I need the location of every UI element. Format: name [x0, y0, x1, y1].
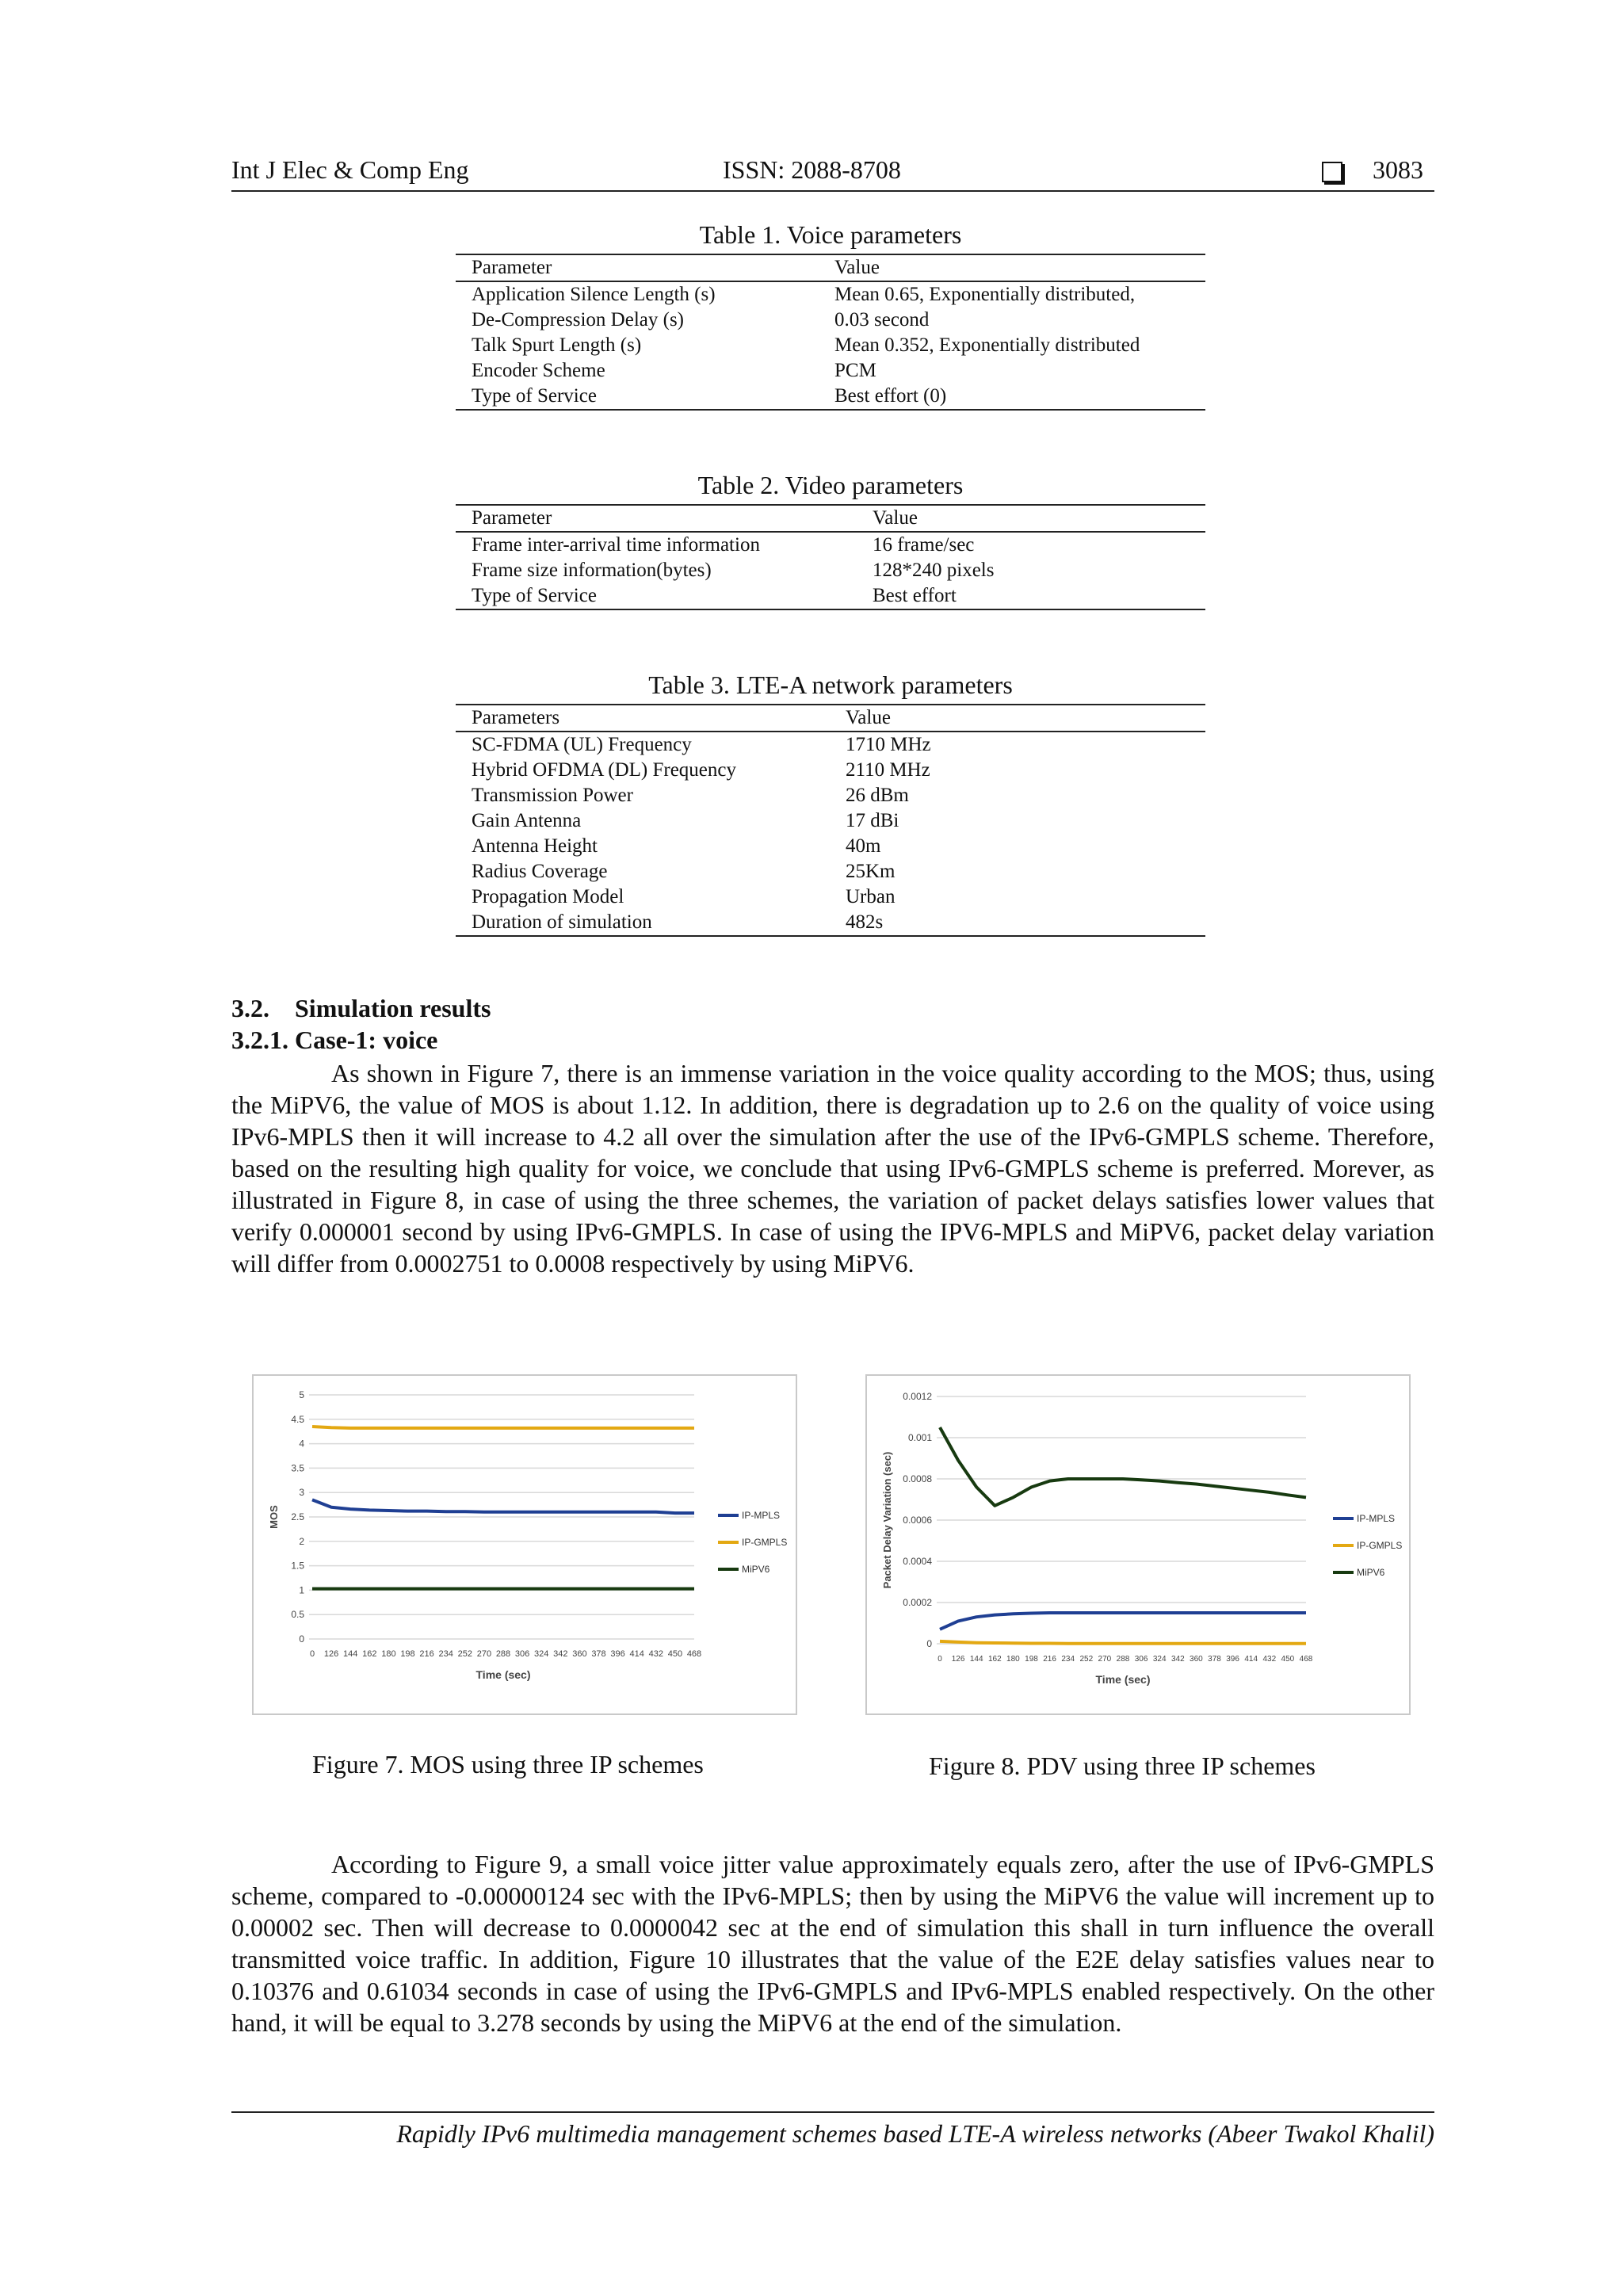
- table2-caption: Table 2. Video parameters: [697, 471, 964, 499]
- x-tick-label: 450: [1281, 1655, 1295, 1664]
- table-cell: Propagation Model: [472, 886, 624, 907]
- y-axis-label: Packet Delay Variation (sec): [881, 1451, 893, 1589]
- legend-label: IP-MPLS: [742, 1510, 781, 1521]
- x-tick-label: 306: [514, 1649, 530, 1659]
- table-row: [456, 910, 1205, 936]
- x-tick-label: 252: [1079, 1655, 1094, 1664]
- x-tick-label: 162: [987, 1655, 1002, 1664]
- table-cell: Mean 0.352, Exponentially distributed: [834, 334, 1140, 356]
- x-tick-label: 198: [1025, 1655, 1038, 1664]
- x-tick-label: 414: [629, 1649, 644, 1659]
- table-cell: Application Silence Length (s): [472, 284, 716, 305]
- x-tick-label: 468: [1299, 1655, 1313, 1664]
- table-cell: Best effort (0): [819, 384, 1205, 410]
- table-cell: Frame inter-arrival time information: [472, 534, 760, 556]
- x-tick-label: 216: [419, 1649, 434, 1659]
- table-cell: 2110 MHz: [846, 759, 930, 781]
- y-axis-label: MOS: [268, 1505, 280, 1529]
- figure-8-caption: Figure 8. PDV using three IP schemes: [929, 1752, 1316, 1780]
- table1-col-parameter: Parameter: [456, 254, 819, 281]
- series-line-ip-mpls: [312, 1499, 694, 1513]
- table-cell: Transmission Power: [472, 785, 633, 806]
- x-tick-label: 342: [1170, 1655, 1185, 1664]
- table-row: [456, 758, 1205, 783]
- series-line-ip-gmpls: [940, 1641, 1306, 1644]
- x-tick-label: 162: [362, 1649, 377, 1659]
- x-tick-label: 126: [323, 1649, 339, 1659]
- series-line-mipv6: [940, 1427, 1306, 1506]
- mos-chart-svg: [254, 1376, 796, 1713]
- table-row: [456, 333, 1205, 358]
- table-cell: 16 frame/sec: [873, 534, 975, 556]
- table-cell: PCM: [834, 360, 876, 381]
- table-cell: Type of Service: [456, 384, 819, 410]
- table-cell: Gain Antenna: [472, 810, 582, 831]
- x-tick-label: 270: [1098, 1655, 1112, 1664]
- video-parameters-table: [456, 504, 1205, 610]
- table-cell: 26 dBm: [846, 785, 909, 806]
- table1-caption: Table 1. Voice parameters: [699, 220, 962, 249]
- table-row: [456, 834, 1205, 859]
- table-row: [456, 859, 1205, 884]
- x-tick-label: 180: [381, 1649, 396, 1659]
- x-tick-label: 216: [1043, 1655, 1056, 1664]
- table-row: [456, 583, 1205, 609]
- table3-col-value: Value: [830, 705, 1205, 732]
- figure-7-mos-chart: [252, 1374, 797, 1715]
- table-cell: Type of Service: [456, 583, 857, 609]
- series-line-ip-gmpls: [312, 1427, 694, 1428]
- running-header: [231, 155, 1434, 192]
- square-icon: [1322, 162, 1342, 182]
- table-row: [456, 783, 1205, 808]
- table-row: [456, 732, 1205, 758]
- x-tick-label: 396: [610, 1649, 625, 1659]
- x-tick-label: 144: [969, 1655, 983, 1664]
- series-line-ip-mpls: [940, 1613, 1306, 1629]
- table-row: [456, 358, 1205, 384]
- x-tick-label: 432: [648, 1649, 663, 1659]
- x-tick-label: 144: [343, 1649, 358, 1659]
- table-cell: Urban: [846, 886, 896, 907]
- x-tick-label: 450: [667, 1649, 683, 1659]
- table-row: [456, 884, 1205, 910]
- table-cell: 128*240 pixels: [873, 560, 995, 581]
- y-tick-label: 0.5: [291, 1609, 304, 1621]
- x-tick-label: 288: [1116, 1655, 1130, 1664]
- table-cell: Talk Spurt Length (s): [472, 334, 642, 356]
- table-cell: 40m: [846, 835, 881, 857]
- x-axis-label: Time (sec): [475, 1668, 531, 1681]
- x-tick-label: 126: [951, 1655, 965, 1664]
- table-cell: 1710 MHz: [846, 734, 931, 755]
- legend-label: IP-GMPLS: [742, 1537, 788, 1548]
- subsection-heading: 3.2.1. Case-1: voice: [231, 1026, 438, 1054]
- x-tick-label: 468: [686, 1649, 702, 1659]
- legend-label: IP-GMPLS: [1357, 1540, 1403, 1551]
- y-tick-label: 4: [299, 1438, 304, 1450]
- page-number: 3083: [1373, 155, 1423, 184]
- y-tick-label: 3: [299, 1487, 304, 1499]
- running-footer: Rapidly IPv6 multimedia management schemes based LTE-A wireless networks (Abeer Twakol Khalil): [231, 2111, 1434, 2149]
- x-tick-label: 198: [400, 1649, 415, 1659]
- x-tick-label: 0: [938, 1655, 942, 1664]
- legend-label: IP-MPLS: [1357, 1513, 1396, 1524]
- table3-caption: Table 3. LTE-A network parameters: [648, 670, 1013, 699]
- table2-col-parameter: Parameter: [456, 505, 857, 532]
- x-tick-label: 360: [1190, 1655, 1203, 1664]
- issn: ISSN: 2088-8708: [723, 155, 901, 184]
- table-cell: 0.03 second: [834, 309, 930, 330]
- x-tick-label: 234: [438, 1649, 453, 1659]
- x-tick-label: 234: [1061, 1655, 1075, 1664]
- x-tick-label: 324: [1152, 1655, 1167, 1664]
- x-tick-label: 378: [591, 1649, 606, 1659]
- legend-label: MiPV6: [742, 1564, 770, 1575]
- x-tick-label: 306: [1134, 1655, 1148, 1664]
- y-tick-label: 0: [299, 1633, 304, 1645]
- table-cell: Duration of simulation: [456, 910, 830, 936]
- table-row: [456, 308, 1205, 333]
- table-cell: Hybrid OFDMA (DL) Frequency: [472, 759, 736, 781]
- legend-label: MiPV6: [1357, 1567, 1385, 1578]
- x-tick-label: 396: [1226, 1655, 1239, 1664]
- x-tick-label: 180: [1006, 1655, 1020, 1664]
- table-cell: 17 dBi: [846, 810, 899, 831]
- table-cell: Radius Coverage: [472, 861, 608, 882]
- x-axis-label: Time (sec): [1095, 1673, 1151, 1686]
- figure-8-pdv-chart: [865, 1374, 1411, 1715]
- body-paragraph-2: [231, 1848, 1434, 2038]
- journal-name: Int J Elec & Comp Eng: [231, 155, 469, 184]
- x-tick-label: 432: [1262, 1655, 1277, 1664]
- table-cell: Encoder Scheme: [472, 360, 605, 381]
- y-tick-label: 1: [299, 1584, 304, 1596]
- table-row: [456, 384, 1205, 410]
- x-tick-label: 0: [309, 1649, 315, 1659]
- x-tick-label: 360: [572, 1649, 587, 1659]
- y-tick-label: 0.001: [907, 1432, 932, 1443]
- y-tick-label: 0.0008: [903, 1473, 932, 1484]
- y-tick-label: 0.0006: [903, 1515, 932, 1526]
- table-row: [456, 808, 1205, 834]
- x-tick-label: 288: [495, 1649, 511, 1659]
- paragraph-text: According to Figure 9, a small voice jitter value approximately equals zero, after the use of IPv6-GMPLS scheme, compared to -0.00000124 sec with the IPv6-MPLS; then by using the MiPV6 the value will increment up to 0.00002 sec. Then will decrease to 0.0000042 sec at the end of simulation this shall in turn influence the overall transmitted voice traffic. In addition, Figure 10 illustrates that the value of the E2E delay satisfies values near to 0.10376 and 0.61034 seconds in case of using the IPv6-GMPLS and IPv6-MPLS enabled respectively. On the other hand, it will be equal to 3.278 seconds by using the MiPV6 at the end of the simulation.: [231, 1850, 1434, 2037]
- x-tick-label: 270: [476, 1649, 492, 1659]
- y-tick-label: 0.0012: [903, 1391, 932, 1402]
- table-row: [456, 532, 1205, 558]
- table-cell: SC-FDMA (UL) Frequency: [472, 734, 692, 755]
- figure-7-caption: Figure 7. MOS using three IP schemes: [312, 1750, 704, 1778]
- table2-col-value: Value: [857, 505, 1205, 532]
- y-tick-label: 2.5: [291, 1511, 304, 1522]
- table-cell: De-Compression Delay (s): [472, 309, 684, 330]
- table-cell: 482s: [830, 910, 1205, 936]
- pdv-chart-svg: [867, 1376, 1409, 1713]
- table-cell: Antenna Height: [472, 835, 598, 857]
- y-tick-label: 1.5: [291, 1560, 304, 1572]
- y-tick-label: 0.0004: [903, 1556, 932, 1567]
- x-tick-label: 378: [1208, 1655, 1221, 1664]
- x-tick-label: 252: [457, 1649, 472, 1659]
- y-tick-label: 0.0002: [903, 1597, 932, 1608]
- table-row: [456, 281, 1205, 308]
- table3-col-parameter: Parameters: [456, 705, 830, 732]
- y-tick-label: 4.5: [291, 1413, 304, 1425]
- y-tick-label: 0: [926, 1638, 932, 1649]
- table1-col-value: Value: [819, 254, 1205, 281]
- lte-network-parameters-table: [456, 704, 1205, 937]
- y-tick-label: 2: [299, 1535, 304, 1547]
- y-tick-label: 3.5: [291, 1462, 304, 1474]
- table-cell: 25Km: [846, 861, 896, 882]
- table-cell: Frame size information(bytes): [472, 560, 712, 581]
- x-tick-label: 342: [553, 1649, 568, 1659]
- x-tick-label: 414: [1244, 1655, 1258, 1664]
- voice-parameters-table: [456, 254, 1205, 411]
- section-heading: 3.2. Simulation results: [231, 994, 491, 1022]
- table-cell: Mean 0.65, Exponentially distributed,: [834, 284, 1136, 305]
- body-paragraph-1: [231, 1057, 1434, 1279]
- paragraph-text: As shown in Figure 7, there is an immense variation in the voice quality according to the MOS; thus, using the MiPV6, the value of MOS is about 1.12. In addition, there is degradation up to 2.6 on the quality of voice using IPv6-MPLS then it will increase to 4.2 all over the simulation after the use of the IPv6-GMPLS scheme. Therefore, based on the resulting high quality for voice, we conclude that using IPv6-GMPLS scheme is preferred. Morever, as illustrated in Figure 8, in case of using the three schemes, the variation of packet delays satisfies lower values that verify 0.000001 second by using IPv6-GMPLS. In case of using the IPV6-MPLS and MiPV6, packet delay variation will differ from 0.0002751 to 0.0008 respectively by using MiPV6.: [231, 1059, 1434, 1278]
- table-row: [456, 558, 1205, 583]
- x-tick-label: 324: [534, 1649, 549, 1659]
- table-cell: Best effort: [857, 583, 1205, 609]
- y-tick-label: 5: [299, 1389, 304, 1400]
